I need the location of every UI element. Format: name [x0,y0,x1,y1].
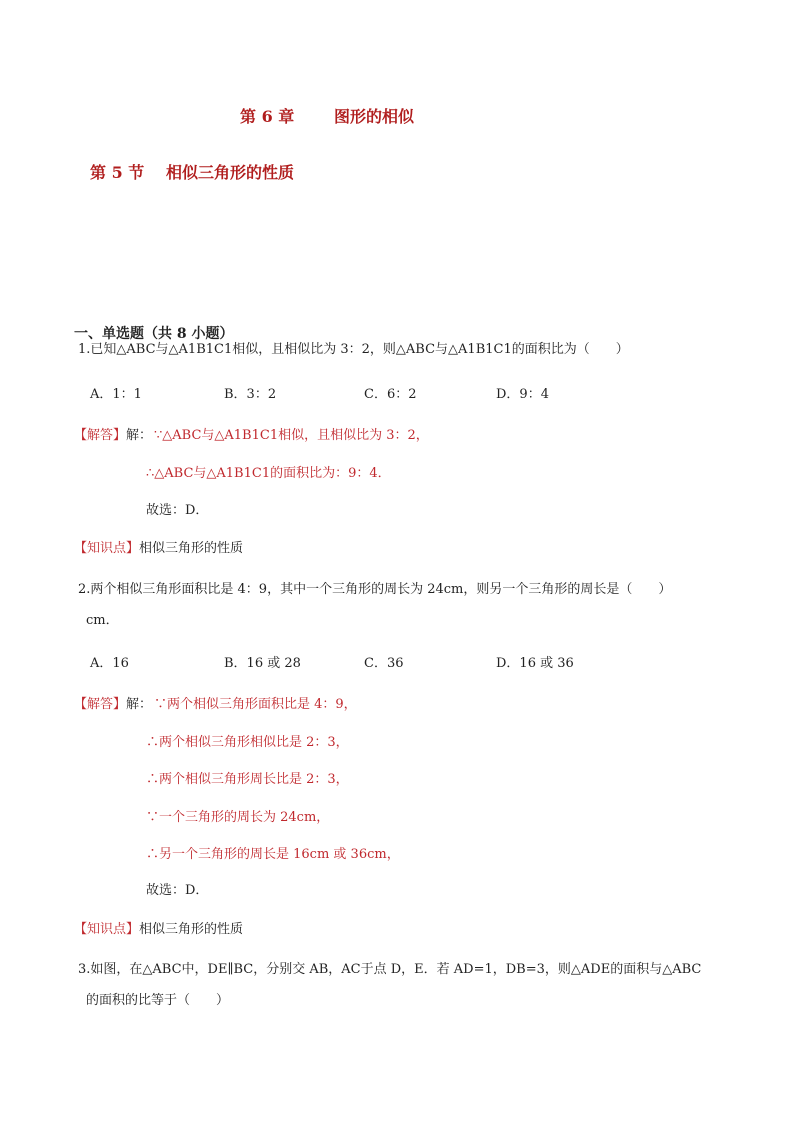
q2-option-a: A．16 [90,656,129,671]
q1-option-b: B．3：2 [224,387,277,402]
q2-option-c: C．36 [364,656,404,671]
question-2-text-line-2: cm． [86,613,119,628]
chapter-number: 第 6 章 [240,107,295,126]
q2-solution-line-1: ∵两个相似三角形面积比是 4：9， [154,697,357,712]
part-heading: 一、单选题（共 8 小题） [74,326,234,342]
q2-solution-line-6: 故选：D． [146,883,209,898]
question-1-number: 1. [78,342,91,357]
question-2-number: 2. [78,582,91,597]
q1-knowledge-text: 相似三角形的性质 [139,541,244,556]
q2-solution-line-5: ∴另一个三角形的周长是 16cm 或 36cm， [146,847,400,862]
question-2-text-line-1: 两个相似三角形面积比是 4：9，其中一个三角形的周长为 24cm，则另一个三角形的周长是（ ） [90,582,672,597]
q1-solution-line-2: ∴△ABC与△A1B1C1的面积比为：9：4． [146,466,391,481]
question-1-text: 已知△ABC与△A1B1C1相似，且相似比为 3：2，则△ABC与△A1B1C1的面积比为（ ） [90,342,629,357]
knowledge-tag: 【知识点】 [74,922,140,937]
q2-answer-label [74,693,152,712]
question-3 [78,958,701,977]
answer-tag: 【解答】 [74,428,127,443]
question-3-text-line-1: 如图，在△ABC中，DE∥BC，分别交 AB，AC于点 D，E．若 AD=1，DB=3，则△ADE的面积与△ABC [90,962,702,977]
q2-knowledge [74,918,243,937]
q2-option-b: B．16 或 28 [224,656,301,671]
q2-solution-line-2: ∴两个相似三角形相似比是 2：3， [146,735,349,750]
q1-option-d: D．9：4 [496,387,549,402]
q1-solution-line-1: ∵△ABC与△A1B1C1相似，且相似比为 3：2， [154,428,429,443]
q2-solution-line-4: ∵一个三角形的周长为 24cm， [146,810,330,825]
chapter-title: 图形的相似 [334,107,415,126]
section-number: 第 5 节 [90,163,145,182]
q1-option-a: A．1：1 [90,387,142,402]
answer-tag: 【解答】 [74,697,127,712]
answer-prefix: 解： [126,697,153,712]
q2-option-d: D．16 或 36 [496,656,574,671]
section-title: 相似三角形的性质 [166,163,295,182]
q2-solution-line-3: ∴两个相似三角形周长比是 2：3， [146,772,349,787]
q1-option-c: C．6：2 [364,387,417,402]
answer-prefix: 解： [126,428,153,443]
question-2 [78,578,671,597]
q1-answer-label [74,424,152,443]
question-3-number: 3. [78,962,91,977]
q1-knowledge [74,537,243,556]
question-1 [78,338,629,357]
question-3-text-line-2: 的面积的比等于（ ） [86,993,230,1008]
knowledge-tag: 【知识点】 [74,541,140,556]
q2-knowledge-text: 相似三角形的性质 [139,922,244,937]
q1-solution-line-3: 故选：D． [146,503,209,518]
